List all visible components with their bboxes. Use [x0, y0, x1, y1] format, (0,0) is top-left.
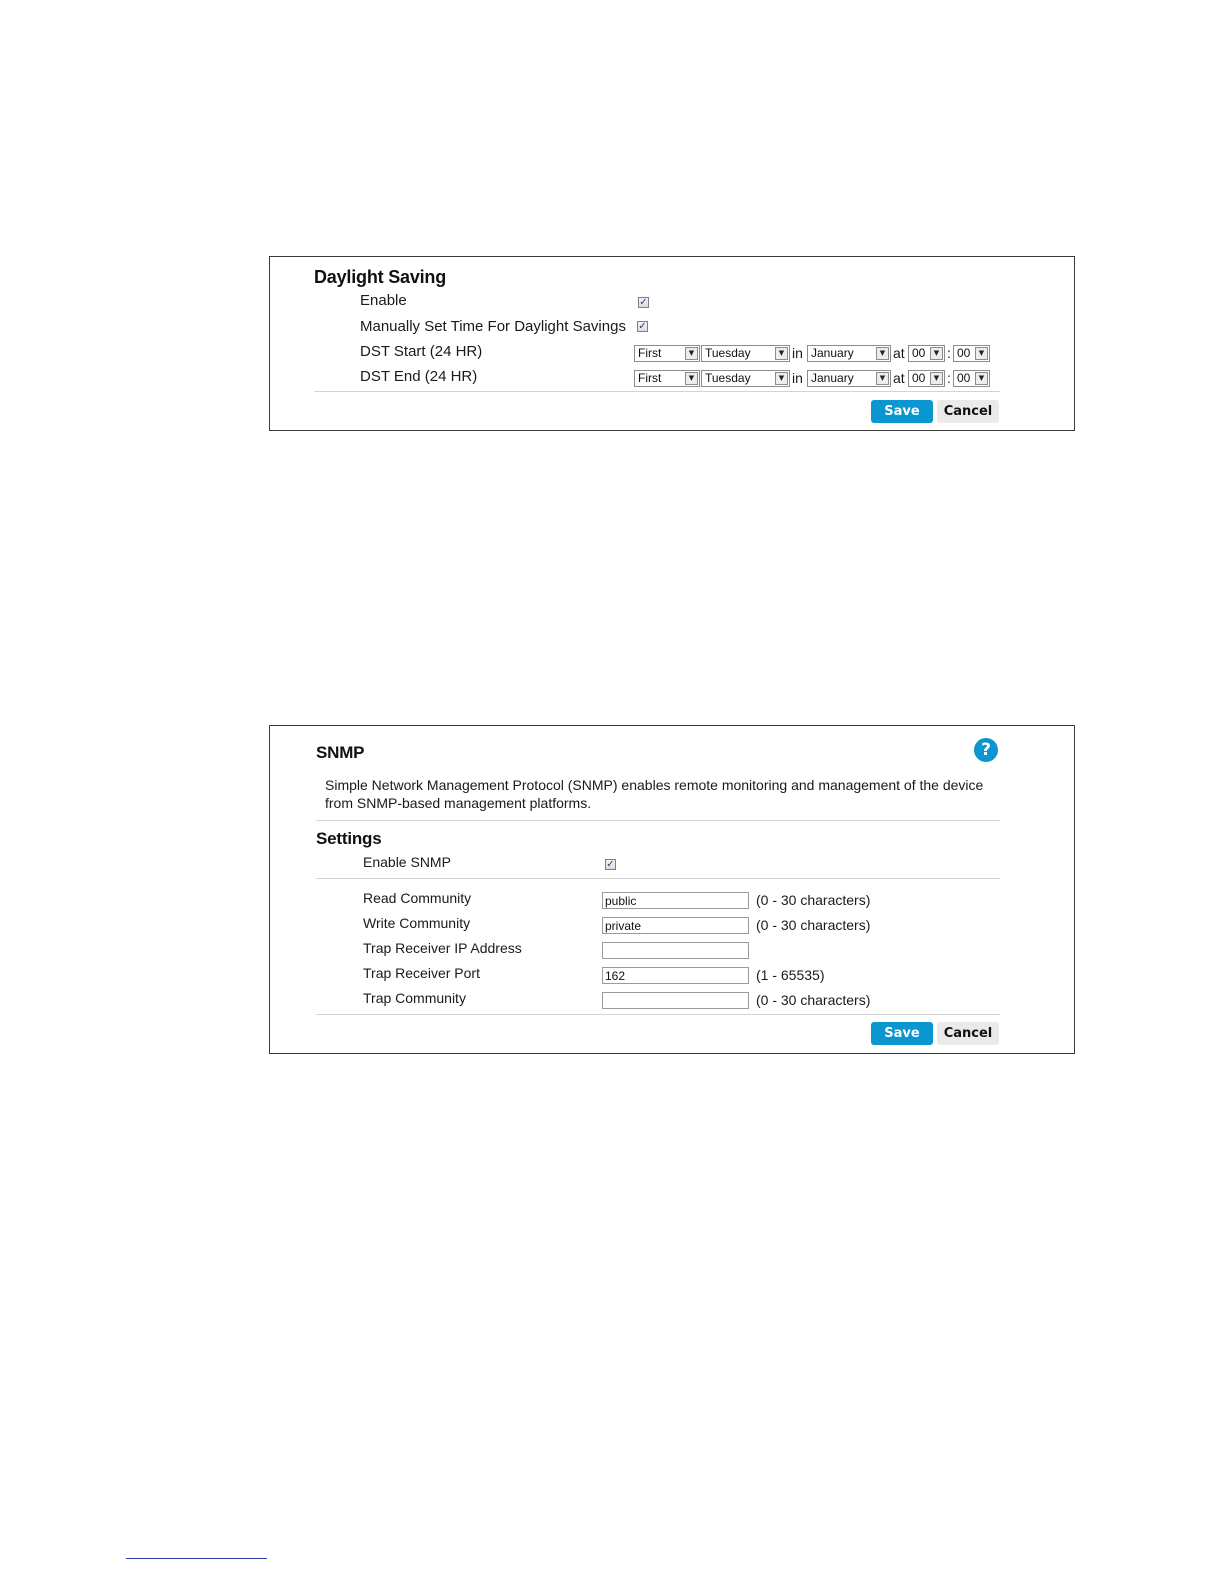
read-community-input[interactable]: [602, 892, 749, 909]
dst-end-week-select[interactable]: [634, 370, 700, 387]
dst-start-day-value: Tuesday: [705, 346, 751, 360]
chevron-down-icon[interactable]: ▼: [685, 372, 698, 385]
write-community-label: Write Community: [363, 915, 471, 931]
dst-start-week-value: First: [638, 346, 662, 360]
trap-receiver-ip-input[interactable]: [602, 942, 749, 959]
help-icon[interactable]: ?: [974, 738, 998, 762]
chevron-down-icon[interactable]: ▼: [775, 347, 788, 360]
manual-dst-label: Manually Set Time For Daylight Savings: [360, 318, 626, 335]
read-community-hint: (0 - 30 characters): [756, 892, 871, 908]
dst-start-in-word: in: [792, 345, 803, 361]
dst-start-day-select[interactable]: [701, 345, 790, 362]
trap-community-label: Trap Community: [363, 990, 466, 1006]
check-icon: ✓: [606, 859, 615, 870]
chevron-down-icon[interactable]: ▼: [876, 372, 889, 385]
dst-start-colon: :: [947, 345, 951, 361]
dst-end-month-select[interactable]: [807, 370, 891, 387]
dst-end-hour-value: 00: [912, 371, 926, 385]
enable-snmp-checkbox[interactable]: [605, 859, 616, 870]
dst-start-minute-value: 00: [957, 346, 971, 360]
divider: [314, 391, 1000, 392]
dst-end-colon: :: [947, 370, 951, 386]
trap-receiver-port-input[interactable]: [602, 967, 749, 984]
dst-end-day-select[interactable]: [701, 370, 790, 387]
trap-community-hint: (0 - 30 characters): [756, 992, 871, 1008]
daylight-saving-title: Daylight Saving: [314, 267, 447, 287]
dst-start-month-select[interactable]: [807, 345, 891, 362]
dst-end-day-value: Tuesday: [705, 371, 751, 385]
dst-start-label: DST Start (24 HR): [360, 343, 483, 360]
write-community-input[interactable]: [602, 917, 749, 934]
dst-end-minute-value: 00: [957, 371, 971, 385]
divider: [316, 820, 1000, 821]
dst-start-at-word: at: [893, 345, 905, 361]
chevron-down-icon[interactable]: ▼: [975, 347, 988, 360]
enable-snmp-label: Enable SNMP: [363, 854, 451, 870]
dst-start-week-select[interactable]: [634, 345, 700, 362]
trap-receiver-port-hint: (1 - 65535): [756, 967, 825, 983]
snmp-save-button[interactable]: Save: [871, 1022, 933, 1045]
dst-start-hour-value: 00: [912, 346, 926, 360]
trap-community-input[interactable]: [602, 992, 749, 1009]
dst-end-at-word: at: [893, 370, 905, 386]
dst-enable-checkbox[interactable]: [638, 297, 649, 308]
dst-save-button[interactable]: Save: [871, 400, 933, 423]
dst-cancel-button[interactable]: Cancel: [937, 400, 999, 423]
footnote-rule: [126, 1558, 267, 1559]
dst-end-week-value: First: [638, 371, 662, 385]
dst-start-month-value: January: [811, 346, 854, 360]
dst-end-label: DST End (24 HR): [360, 368, 478, 385]
dst-end-in-word: in: [792, 370, 803, 386]
check-icon: ✓: [639, 297, 648, 308]
settings-title: Settings: [316, 829, 382, 848]
divider: [316, 1014, 1000, 1015]
snmp-description: Simple Network Management Protocol (SNMP) enables remote monitoring and management of the device from SNMP-based management platforms.: [325, 777, 984, 811]
chevron-down-icon[interactable]: ▼: [930, 347, 943, 360]
trap-receiver-port-label: Trap Receiver Port: [363, 965, 480, 981]
manual-dst-checkbox[interactable]: [637, 321, 648, 332]
chevron-down-icon[interactable]: ▼: [876, 347, 889, 360]
write-community-hint: (0 - 30 characters): [756, 917, 871, 933]
check-icon: ✓: [638, 321, 647, 332]
dst-start-minute-select[interactable]: [953, 345, 990, 362]
snmp-title: SNMP: [316, 743, 365, 762]
dst-end-month-value: January: [811, 371, 854, 385]
snmp-panel: [269, 725, 1075, 1054]
read-community-label: Read Community: [363, 890, 472, 906]
trap-receiver-ip-label: Trap Receiver IP Address: [363, 940, 522, 956]
dst-end-hour-select[interactable]: [908, 370, 945, 387]
chevron-down-icon[interactable]: ▼: [685, 347, 698, 360]
daylight-saving-panel: [269, 256, 1075, 431]
chevron-down-icon[interactable]: ▼: [775, 372, 788, 385]
snmp-cancel-button[interactable]: Cancel: [937, 1022, 999, 1045]
dst-enable-label: Enable: [360, 292, 407, 309]
chevron-down-icon[interactable]: ▼: [975, 372, 988, 385]
dst-end-minute-select[interactable]: [953, 370, 990, 387]
divider: [316, 878, 1000, 879]
chevron-down-icon[interactable]: ▼: [930, 372, 943, 385]
dst-start-hour-select[interactable]: [908, 345, 945, 362]
